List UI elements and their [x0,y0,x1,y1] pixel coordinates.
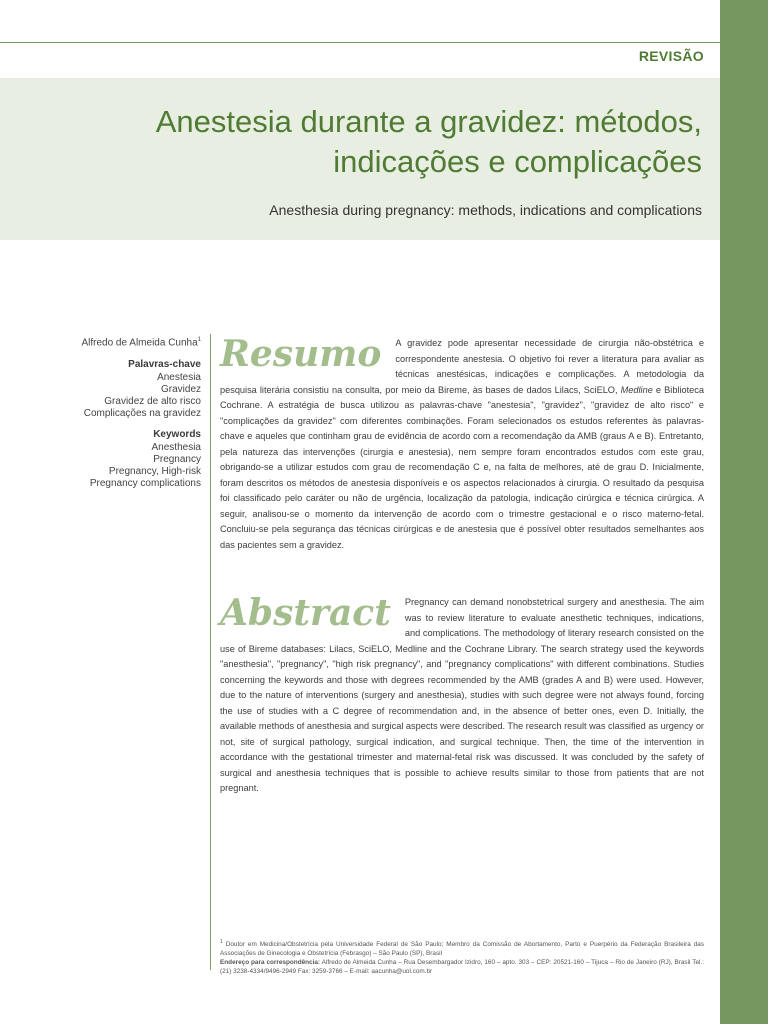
keyword: Pregnancy complications [89,478,201,490]
correspondence-note [220,958,704,976]
abstract-text: Pregnancy can demand nonobstetrical surgery and anesthesia. The aim was to review literature to evaluate anesthetic techniques, indications, and complications. The methodology of literary research consisted on the use of Bireme databases: Lilacs, SciELO, Medline and the Cochrane Library. The search strategy used the keywords "anesthesia", "pregnancy", "high risk pregnancy", and "pregnancy complications" with different combinations. Studies concerning the keywords and those with degrees recommended by the AMB (grades A and B) were used. However, due to the nature of interventions (surgery and anesthesia), studies with such degree were not always found, forcing the use of studies with a C degree of recommendation and, in the absence of better ones, even D. Initially, the available methods of anesthesia and surgical aspects were described. The research result was classified as urgency or not, site of surgical pathology, surgical indication, and surgical technique. Then, the time of the intervention in accordance with the gestational trimester and maternal-fetal risk was discussed. It was concluded by the safety of surgical and anesthesia techniques that is possible to achieve results similar to those from patients that are not pregnant. [220,597,704,793]
affiliation-text: Doutor em Medicina/Obstetrícia pela Universidade Federal de São Paulo; Membro da Comissão de Abortamento, Parto e Puerpério da Federação Brasileira das Associações de Ginecologia e Obstetrícia (Febrasgo) – São Paulo (SP), Brasil [220,941,705,958]
palavra-chave: Gravidez de alto risco [104,396,201,408]
resumo-italic-word: Medline [620,384,653,395]
resumo-heading: Resumo [220,333,382,375]
keyword: Pregnancy, High-risk [108,466,201,478]
title-band [0,78,720,240]
palavras-chave-group [60,359,201,420]
abstract-heading: Abstract [220,592,391,634]
article-title-english: Anesthesia during pregnancy: methods, indications and complications [269,202,702,218]
abstract-section [220,592,704,797]
header-rule [0,42,720,43]
correspondence-text: Alfredo de Almeida Cunha – Rua Desembargador Izidro, 160 – apto. 303 – CEP: 20521-160 – Tijuca – Rio de Janeiro (RJ), Brasil Tel.: (21) 3238-4334/9496-2949 Fax: 3259-3766 – E-mail: aacunha@uol.com.br [220,959,704,976]
resumo-section [220,333,704,553]
palavras-chave-heading: Palavras-chave [128,359,201,371]
resumo-text-part-1: A gravidez pode apresentar necessidade de cirurgia não-obstétrica e correspondente anestesia. O objetivo foi rever a literatura para avaliar as técnicas anestésicas, indicações e complicações. A metodologia da pesquisa literária consistiu na consulta, por meio da Bireme, às bases de dados Lilacs, SciELO, [220,338,704,395]
keyword: Pregnancy [153,454,201,466]
footnote [220,938,704,976]
affiliation-note [220,938,704,958]
resumo-text-part-2: e Biblioteca Cochrane. A estratégia de busca utilizou as palavras-chave "anestesia", "gravidez", "gravidez de alto risco" e "complicações da gravidez" com diferentes combinações. Foram selecionados os estudos referentes às palavras-chave e aqueles que continham grau de evidência de acordo com a recomendação da AMB (graus A e B). Entretanto, pela natureza das intervenções (cirurgia e anestesia), nem sempre foram encontrados estudos com este grau, obrigando-se a utilizar estudos com grau de recomendação C e, na falta de melhores, até de grau D. Inicialmente, foram descritos os métodos de anestesia disponíveis e os aspectos relacionados à cirurgia. O resultado da pesquisa foi classificado pelo caráter ou não de urgência, localização da patologia, indicação cirúrgica e técnica cirúrgica. A seguir, analisou-se o momento da intervenção de acordo com o trimestre gestacional e o risco materno-fetal. Concluiu-se pela segurança das técnicas cirúrgicas e de anestesia que é possível obter resultados semelhantes aos das pacientes sem a gravidez. [220,384,704,550]
keywords-group [60,429,201,490]
footnote-mark: 1 [220,939,223,945]
author [60,334,201,349]
keywords-heading: Keywords [153,429,201,441]
column-divider [210,334,211,970]
metadata-column [60,334,201,499]
palavra-chave: Gravidez [160,384,201,396]
palavra-chave: Anestesia [157,372,201,384]
author-footnote-mark: 1 [197,337,201,343]
keyword: Anesthesia [151,442,201,454]
correspondence-label: Endereço para correspondência: [220,959,321,967]
palavra-chave: Complicações na gravidez [83,408,201,420]
side-color-band [720,0,768,1024]
section-label: REVISÃO [638,48,704,64]
author-name: Alfredo de Almeida Cunha [81,337,198,349]
article-title: Anestesia durante a gravidez: métodos, indicações e complicações [155,104,702,179]
